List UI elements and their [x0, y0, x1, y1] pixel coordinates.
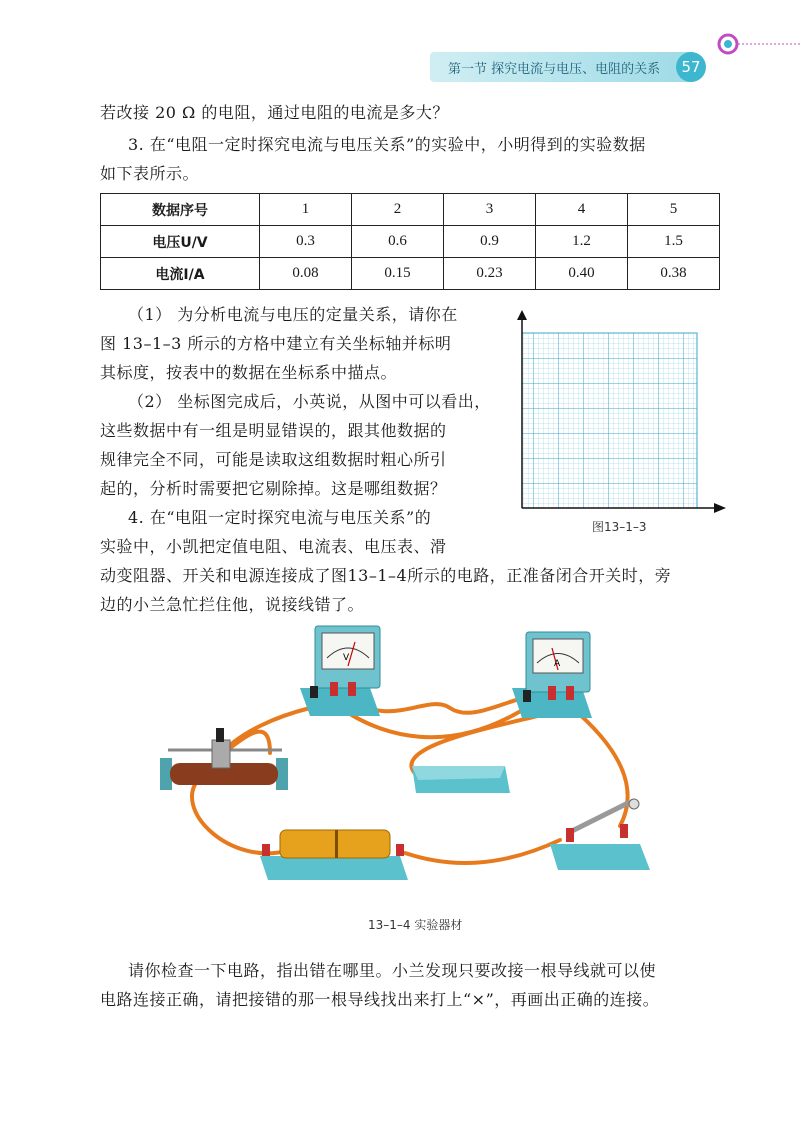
blank-graph-grid — [508, 308, 730, 514]
table-cell: 0.40 — [536, 258, 628, 290]
table-cell: 0.38 — [628, 258, 720, 290]
table-cell: 0.3 — [260, 226, 352, 258]
text-q4-line1: 4. 在“电阻一定时探究电流与电压关系”的 — [128, 508, 432, 527]
table-cell: 0.6 — [352, 226, 444, 258]
text-p2-line2: 这些数据中有一组是明显错误的，跟其他数据的 — [100, 421, 447, 440]
text-final-line2: 电路连接正确，请把接错的那一根导线找出来打上“×”，再画出正确的连接。 — [100, 990, 660, 1009]
ammeter-label: A — [554, 659, 561, 669]
text-p1-line1: （1） 为分析电流与电压的定量关系，请你在 — [128, 305, 458, 324]
data-table — [100, 193, 720, 290]
switch-icon — [550, 799, 650, 870]
table-cell: 0.9 — [444, 226, 536, 258]
voltmeter-icon — [300, 626, 380, 716]
text-q3-line1: 3. 在“电阻一定时探究电流与电压关系”的实验中，小明得到的实验数据 — [128, 135, 646, 154]
text-p1-line2: 图 13–1–3 所示的方格中建立有关坐标轴并标明 — [100, 334, 452, 353]
text-p2-line4: 起的，分析时需要把它剔除掉。这是哪组数据？ — [100, 479, 447, 498]
text-p2-line3: 规律完全不同，可能是读取这组数据时粗心所引 — [100, 450, 447, 469]
apparatus-caption: 13–1–4 实验器材 — [368, 918, 463, 932]
table-cell: 电流I/A — [101, 258, 260, 290]
table-cell: 2 — [352, 194, 444, 226]
grid-caption: 图13–1–3 — [592, 520, 647, 534]
table-cell: 1.5 — [628, 226, 720, 258]
table-cell: 0.15 — [352, 258, 444, 290]
voltmeter-label: V — [343, 653, 350, 663]
table-cell: 5 — [628, 194, 720, 226]
text-q3-line2: 如下表所示。 — [100, 164, 200, 183]
table-cell: 1.2 — [536, 226, 628, 258]
header-decoration-icon — [714, 30, 800, 60]
table-cell: 0.23 — [444, 258, 536, 290]
table-row — [101, 194, 720, 226]
text-q4-line3: 动变阻器、开关和电源连接成了图13–1–4所示的电路，正准备闭合开关时，旁 — [100, 566, 672, 585]
ammeter-icon — [512, 632, 592, 718]
text-final-line1: 请你检查一下电路，指出错在哪里。小兰发现只要改接一根导线就可以使 — [128, 961, 657, 980]
battery-icon — [260, 830, 408, 880]
table-row — [101, 258, 720, 290]
text-p1-line3: 其标度，按表中的数据在坐标系中描点。 — [100, 363, 398, 382]
resistor-icon — [412, 766, 510, 793]
table-cell: 3 — [444, 194, 536, 226]
text-q4-line4: 边的小兰急忙拦住他，说接线错了。 — [100, 595, 365, 614]
table-cell: 1 — [260, 194, 352, 226]
text-line-q2-end: 若改接 20 Ω 的电阻，通过电阻的电流是多大？ — [100, 103, 449, 122]
table-cell: 数据序号 — [101, 194, 260, 226]
page-number: 57 — [676, 52, 706, 82]
table-cell: 电压U/V — [101, 226, 260, 258]
text-q4-line2: 实验中，小凯把定值电阻、电流表、电压表、滑 — [100, 537, 447, 556]
text-p2-line1: （2） 坐标图完成后，小英说，从图中可以看出， — [128, 392, 491, 411]
table-cell: 4 — [536, 194, 628, 226]
table-row — [101, 226, 720, 258]
table-cell: 0.08 — [260, 258, 352, 290]
section-title: 第一节 探究电流与电压、电阻的关系 — [448, 62, 661, 77]
apparatus-illustration — [150, 618, 670, 904]
